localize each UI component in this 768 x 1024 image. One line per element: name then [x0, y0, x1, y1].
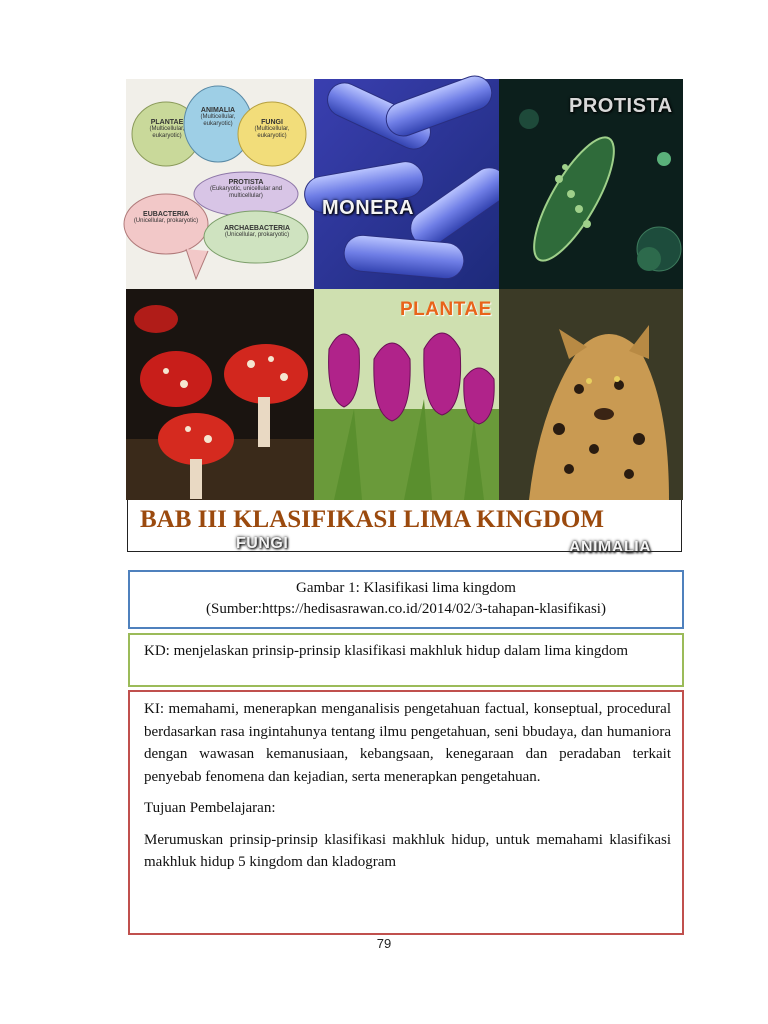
- kd-text: KD: menjelaskan prinsip-prinsip klasifikasi makhluk hidup dalam lima kingdom: [144, 643, 629, 659]
- protista-label: PROTISTA: [569, 95, 673, 117]
- bubble-protista: PROTISTA (Eukaryotic, unicellular and multicellular): [209, 179, 283, 199]
- chapter-title: BAB III KLASIFIKASI LIMA KINGDOM: [140, 506, 604, 533]
- plantae-tile: [314, 289, 499, 500]
- jaguar-illustration: [499, 289, 683, 500]
- ki-box: [128, 690, 684, 935]
- chapter-title-box: [127, 500, 682, 552]
- bubble-animalia: ANIMALIA (Multicellular, eukaryotic): [200, 107, 236, 127]
- monera-tile: [314, 79, 499, 289]
- ki-paragraph: KI: memahami, menerapkan menganalisis pengetahuan factual, konseptual, procedural berdasarkan rasa ingintahunya tentang ilmu pengetahuan, seni bbudaya, dan humaniora dengan wawasan kemanusiaan, kebangsaan, kenegaraan dan peradaban terkait penyebab fenomena dan kejadian, serta menerapkan pengetahuan.: [144, 701, 671, 785]
- classification-chart-tile: [126, 79, 314, 289]
- animalia-label: ANIMALIA: [569, 539, 652, 556]
- fungi-label: FUNGI: [236, 535, 289, 552]
- bacteria-illustration: [314, 79, 499, 289]
- bubble-eubacteria: EUBACTERIA (Unicellular, prokaryotic): [133, 211, 199, 224]
- tujuan-heading: Tujuan Pembelajaran:: [144, 800, 276, 816]
- tujuan-text: Merumuskan prinsip-prinsip klasifikasi makhluk hidup, untuk memahami klasifikasi makhluk hidup 5 kingdom dan kladogram: [144, 831, 671, 870]
- bubble-plantae: PLANTAE (Multicellular, eukaryotic): [149, 119, 185, 139]
- figure-caption-box: [128, 570, 684, 629]
- plantae-label: PLANTAE: [400, 299, 492, 320]
- figure-caption: Gambar 1: Klasifikasi lima kingdom: [296, 580, 516, 596]
- figure-source: (Sumber:https://hedisasrawan.co.id/2014/02/3-tahapan-klasifikasi): [206, 601, 606, 617]
- page-number: 79: [376, 936, 392, 951]
- kd-box: [128, 633, 684, 687]
- bubble-fungi: FUNGI (Multicellular, eukaryotic): [254, 119, 290, 139]
- animalia-tile: [499, 289, 683, 556]
- monera-label: MONERA: [322, 197, 414, 219]
- bubble-archaebacteria: ARCHAEBACTERIA (Unicellular, prokaryotic): [223, 225, 291, 238]
- protista-tile: [499, 79, 683, 289]
- mushroom-illustration: [126, 289, 314, 500]
- fungi-tile: [126, 289, 314, 552]
